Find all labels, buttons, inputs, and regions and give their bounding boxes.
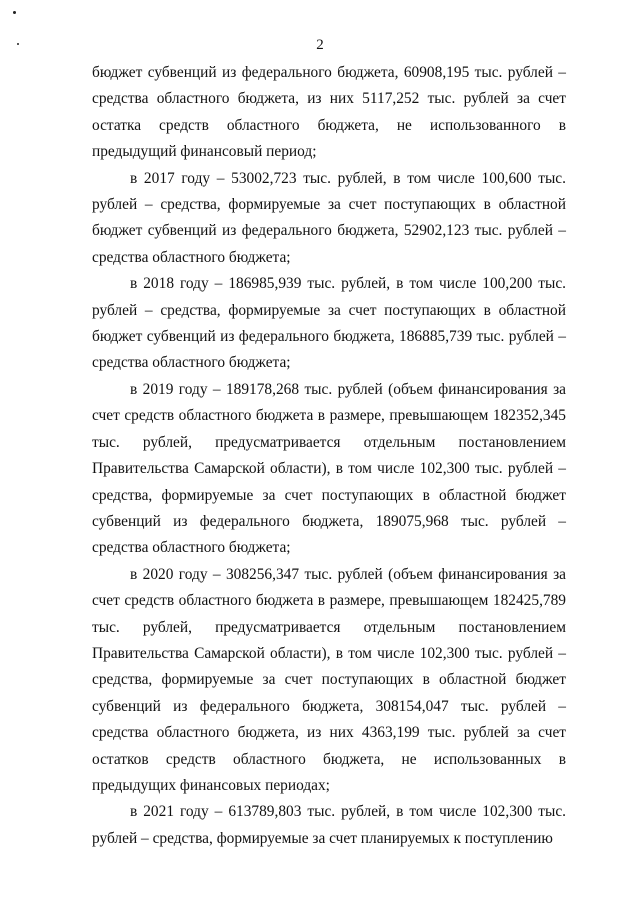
paragraph-2019: в 2019 году – 189178,268 тыс. рублей (объем финансирования за счет средств областного бюджета в размере, превышающем 182352,345 тыс. рублей, предусматривается отдельным постановлением Правительства Самарской области), в том числе 102,300 тыс. рублей – средства, формируемые за счет поступающих в областной бюджет субвенций из федерального бюджета, 189075,968 тыс. рублей – средства областного бюджета; [92,380,566,557]
scan-speck [13,11,16,14]
paragraph-2018: в 2018 году – 186985,939 тыс. рублей, в том числе 100,200 тыс. рублей – средства, формируемые за счет поступающих в областной бюджет субвенций из федерального бюджета, 186885,739 тыс. рублей – средства областного бюджета; [92,275,566,372]
document-body [92,60,566,852]
paragraph-2020: в 2020 году – 308256,347 тыс. рублей (объем финансирования за счет средств областного бюджета в размере, превышающем 182425,789 тыс. рублей, предусматривается отдельным постановлением Правительства Самарской области), в том числе 102,300 тыс. рублей – средства, формируемые за счет поступающих в областной бюджет субвенций из федерального бюджета, 308154,047 тыс. рублей – средства областного бюджета, из них 4363,199 тыс. рублей за счет остатков средств областного бюджета, не использованных в предыдущих финансовых периодах; [92,565,566,794]
paragraph-continuation: бюджет субвенций из федерального бюджета, 60908,195 тыс. рублей – средства областного бюджета, из них 5117,252 тыс. рублей за счет остатка средств областного бюджета, не использованного в предыдущий финансовый период; [92,64,566,161]
paragraph-2021: в 2021 году – 613789,803 тыс. рублей, в том числе 102,300 тыс. рублей – средства, формируемые за счет планируемых к поступлению [92,803,566,847]
page-number: 2 [316,37,324,53]
paragraph-2017: в 2017 году – 53002,723 тыс. рублей, в том числе 100,600 тыс. рублей – средства, формируемые за счет поступающих в областной бюджет субвенций из федерального бюджета, 52902,123 тыс. рублей – средства областного бюджета; [92,169,566,266]
